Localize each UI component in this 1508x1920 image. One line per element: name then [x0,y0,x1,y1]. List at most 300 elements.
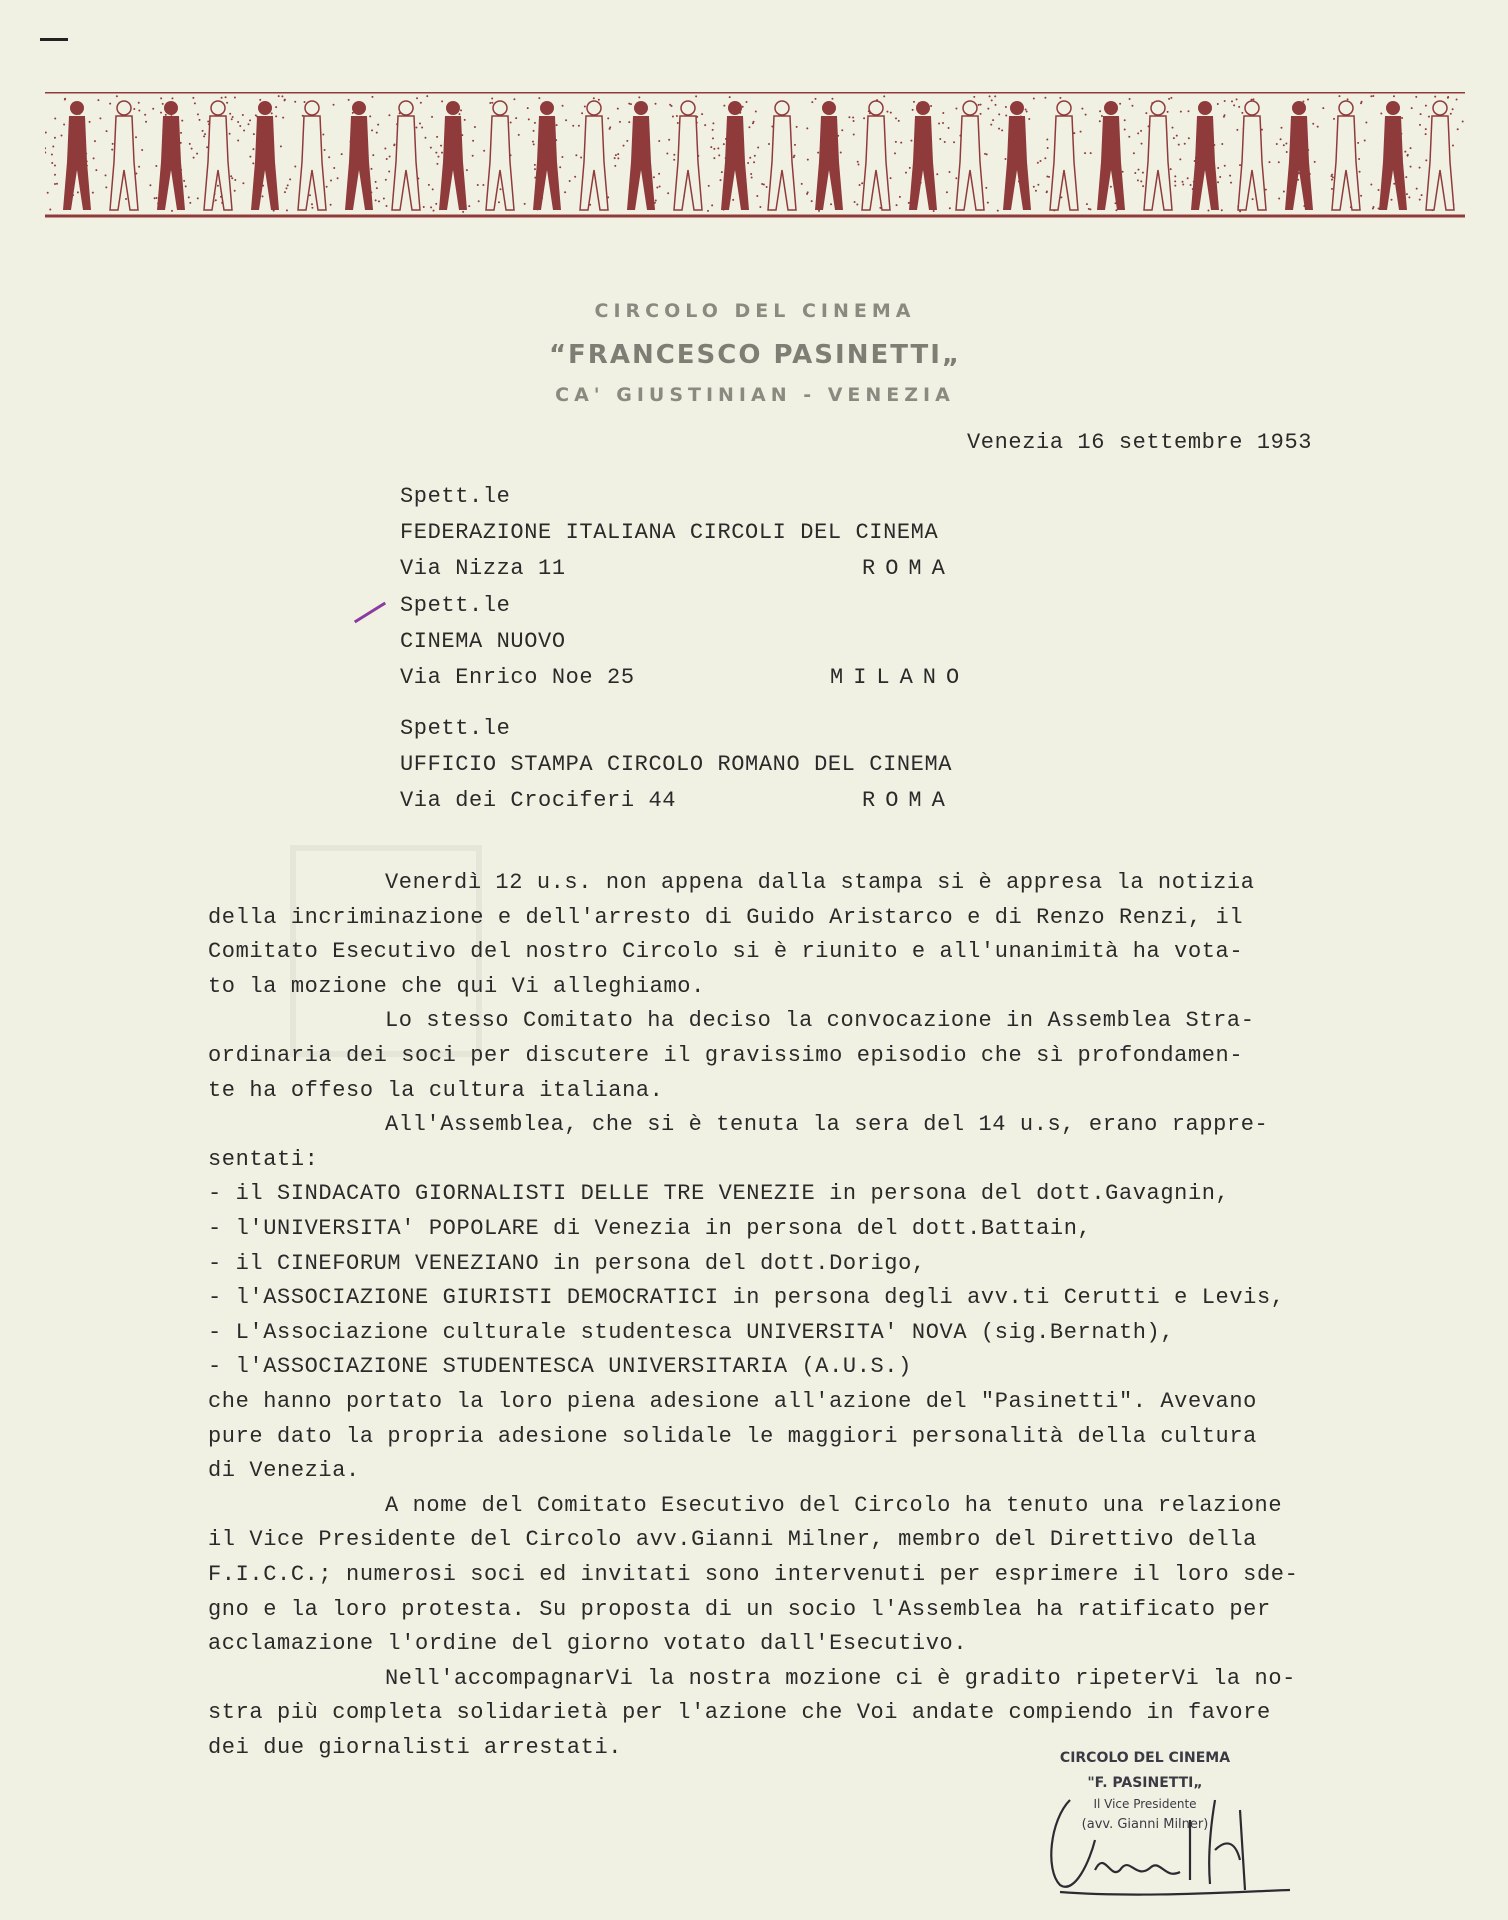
frieze-dot [389,156,391,158]
frieze-dot [165,114,167,116]
frieze-dot [1407,154,1409,156]
frieze-dot [1236,98,1238,100]
frieze-dot [711,204,713,206]
frieze-dot [655,103,657,105]
frieze-dot [1420,113,1422,115]
frieze-dot [333,104,335,106]
frieze-dot [534,168,536,170]
frieze-dot [513,98,515,100]
frieze-dot [1229,175,1231,177]
recipient-name: CINEMA NUOVO [400,629,566,654]
frieze-dot [759,206,761,208]
frieze-dot [748,126,750,128]
frieze-dot [156,197,158,199]
frieze-dot [910,140,912,142]
frieze-dot [154,197,156,199]
wrestler-figure [580,101,608,210]
body-line: Comitato Esecutivo del nostro Circolo si è riunito e all'unanimità ha vota- [208,939,1244,965]
frieze-dot [704,124,706,126]
frieze-dot [1128,136,1130,138]
frieze-dot [1457,128,1459,130]
frieze-dot [518,134,520,136]
frieze-dot [1224,165,1226,167]
frieze-dot [712,129,714,131]
frieze-dot [63,123,65,125]
frieze-dot [626,140,628,142]
frieze-dot [811,200,813,202]
frieze-dot [217,185,219,187]
body-line: Lo stesso Comitato ha deciso la convocazione in Assemblea Stra- [385,1008,1255,1034]
stamp-line3: Il Vice Presidente [1093,1797,1197,1811]
frieze-dot [171,97,173,99]
frieze-dot [659,186,661,188]
frieze-dot [1219,176,1221,178]
frieze-dot [252,148,254,150]
frieze-dot [609,126,611,128]
frieze-dot [155,165,157,167]
frieze-dot [989,95,991,97]
frieze-dot [751,177,753,179]
frieze-dot [230,175,232,177]
frieze-dot [77,191,79,193]
frieze-dot [125,198,127,200]
frieze-dot [1364,140,1366,142]
wrestler-figure [251,101,279,210]
frieze-dot [533,143,535,145]
frieze-dot [51,153,53,155]
frieze-dot [249,156,251,158]
wrestler-figure [1238,101,1266,210]
frieze-dot [286,209,288,211]
frieze-dot [1221,209,1223,211]
frieze-dot [667,192,669,194]
frieze-dot [435,203,437,205]
frieze-dot [1317,126,1319,128]
frieze-dot [386,158,388,160]
frieze-dot [1312,123,1314,125]
frieze-dot [189,143,191,145]
frieze-dot [275,106,277,108]
frieze-dot [491,98,493,100]
frieze-dot [197,113,199,115]
frieze-dot [1088,208,1090,210]
frieze-dot [628,103,630,105]
wrestler-figure [1426,101,1454,210]
wrestler-figure [157,101,185,210]
frieze-dot [194,102,196,104]
frieze-dot [1365,122,1367,124]
frieze-dot [753,121,755,123]
frieze-dot [56,183,58,185]
frieze-dot [384,148,386,150]
wrestler-figure [909,101,937,210]
frieze-dot [197,197,199,199]
wrestler-figure [63,101,91,210]
wrestler-figure [956,101,984,210]
frieze-dot [853,133,855,135]
frieze-dot [1026,110,1028,112]
frieze-dot [801,183,803,185]
frieze-dot [1419,124,1421,126]
frieze-dot [1391,199,1393,201]
frieze-dot [1005,115,1007,117]
frieze-dot [280,145,282,147]
frieze-dot [1037,162,1039,164]
signature [1040,1780,1300,1900]
frieze-dot [593,97,595,99]
frieze-dot [572,125,574,127]
body-line: che hanno portato la loro piena adesione all'azione del "Pasinetti". Avevano [208,1389,1257,1414]
recipient-city: ROMA [862,788,955,813]
frieze-dot [1411,107,1413,109]
frieze-dot [1425,159,1427,161]
frieze-dot [1190,184,1192,186]
frieze-dot [1447,96,1449,98]
frieze-dot [747,162,749,164]
frieze-dot [294,166,296,168]
frieze-dot [912,109,914,111]
frieze-dot [987,202,989,204]
frieze-dot [275,115,277,117]
frieze-dot [378,200,380,202]
frieze-dot [677,122,679,124]
frieze-dot [221,97,223,99]
frieze-dot [658,173,660,175]
frieze-dot [1119,103,1121,105]
frieze-dot [489,102,491,104]
frieze-dot [326,186,328,188]
frieze-dot [673,159,675,161]
frieze-dot [861,182,863,184]
frieze-dot [416,97,418,99]
frieze-dot [930,105,932,107]
frieze-dot [284,191,286,193]
frieze-dot [1280,127,1282,129]
body-line: Venerdì 12 u.s. non appena dalla stampa si è appresa la notizia [385,870,1255,895]
frieze-dot [94,140,96,142]
frieze-dot [766,186,768,188]
frieze-dot [231,177,233,179]
frieze-dot [1456,99,1458,101]
frieze-dot [991,99,993,101]
frieze-dot [430,206,432,208]
frieze-dot [998,128,1000,130]
frieze-dot [857,163,859,165]
body-line: - l'UNIVERSITA' POPOLARE di Venezia in persona del dott.Battain, [208,1216,1092,1241]
frieze-dot [1285,143,1287,145]
frieze-dot [1331,188,1333,190]
frieze-dot [534,164,536,166]
body-line: - L'Associazione culturale studentesca UNIVERSITA' NOVA (sig.Bernath), [208,1319,1175,1345]
frieze-dot [948,127,950,129]
wrestler-figure [768,101,796,210]
frieze-dot [899,196,901,198]
frieze-dot [478,200,480,202]
frieze-dot [1278,161,1280,163]
frieze-dot [141,149,143,151]
frieze-dot [433,210,435,212]
frieze-dot [1393,183,1395,185]
frieze-dot [441,152,443,154]
frieze-dot [421,126,423,128]
body-line: - l'ASSOCIAZIONE GIURISTI DEMOCRATICI in persona degli avv.ti Cerutti e Levis, [208,1285,1285,1311]
frieze-dot [1137,169,1139,171]
frieze-dot [656,187,658,189]
frieze-dot [561,156,563,158]
frieze-dot [215,199,217,201]
frieze-dot [848,116,850,118]
frieze-dot [89,121,91,123]
frieze-dot [49,208,51,210]
wrestler-figure [815,101,843,210]
body-line: - l'ASSOCIAZIONE STUDENTESCA UNIVERSITARIA (A.U.S.) [208,1354,912,1380]
frieze-dot [617,157,619,159]
frieze-dot [859,184,861,186]
frieze-dot [311,207,313,209]
frieze-dot [980,104,982,106]
frieze-dot [666,153,668,155]
frieze-dot [369,115,371,117]
stamp-line2: "F. PASINETTI„ [1087,1775,1203,1791]
frieze-dot [998,113,1000,115]
frieze-dot [204,133,206,135]
frieze-dot [830,203,832,205]
frieze-dot [1048,176,1050,178]
frieze-dot [436,163,438,165]
frieze-dot [1180,111,1182,113]
frieze-dot [755,111,757,113]
frieze-dot [239,125,241,127]
body-line: acclamazione l'ordine del giorno votato dall'Esecutivo. [208,1631,968,1657]
frieze-dot [1372,208,1374,210]
frieze-dot [207,121,209,123]
frieze-dot [52,145,54,147]
frieze-dot [1331,179,1333,181]
frieze-dot [337,177,339,179]
body-line: All'Assemblea, che si è tenuta la sera del 14 u.s, erano rappre- [385,1112,1269,1138]
frieze-dot [1357,142,1359,144]
frieze-dot [1452,108,1454,110]
frieze-dot [330,179,332,181]
body-line: to la mozione che qui Vi alleghiamo. [208,973,705,999]
frieze-dot [109,103,111,105]
frieze-dot [45,132,47,134]
frieze-dot [294,101,296,103]
frieze-dot [756,195,758,197]
frieze-dot [106,130,108,132]
frieze-dot [1434,96,1436,98]
frieze-dot [1286,151,1288,153]
letter-date: Venezia 16 settembre 1953 [967,430,1313,455]
frieze-dot [1265,189,1267,191]
frieze-dot [1141,143,1143,145]
wrestler-figure [486,101,514,210]
frieze-dot [1086,203,1088,205]
frieze-dot [138,109,140,111]
frieze-dot [474,126,476,128]
frieze-dot [936,173,938,175]
wrestlers-frieze [45,92,1465,218]
frieze-dot [995,104,997,106]
frieze-dot [584,105,586,107]
frieze-dot [617,108,619,110]
frieze-dot [253,133,255,135]
frieze-dot [1425,133,1427,135]
frieze-dot [1408,196,1410,198]
frieze-dot [1174,175,1176,177]
frieze-dot [994,95,996,97]
frieze-dot [1046,175,1048,177]
frieze-dot [234,96,236,98]
frieze-dot [1124,128,1126,130]
frieze-dot [1419,167,1421,169]
frieze-dot [886,111,888,113]
frieze-dot [580,157,582,159]
frieze-dot [1140,130,1142,132]
frieze-dot [619,121,621,123]
frieze-dot [890,177,892,179]
frieze-dot [284,99,286,101]
frieze-dot [252,162,254,164]
recipient-city: MILANO [830,665,970,690]
frieze-dot [376,187,378,189]
frieze-dot [841,129,843,131]
frieze-dot [754,155,756,157]
frieze-dot [1378,189,1380,191]
frieze-dot [309,194,311,196]
frieze-dot [1035,190,1037,192]
frieze-dot [1047,147,1049,149]
frieze-dot [1044,97,1046,99]
frieze-dot [1233,104,1235,106]
frieze-dot [806,127,808,129]
frieze-dot [54,164,56,166]
frieze-dot [1230,182,1232,184]
frieze-dot [1039,160,1041,162]
frieze-dot [811,101,813,103]
frieze-dot [370,168,372,170]
frieze-dot [372,154,374,156]
recipient-address: Via Enrico Noe 25 [400,665,635,690]
frieze-dot [1360,195,1362,197]
frieze-dot [712,137,714,139]
frieze-dot [1347,98,1349,100]
body-line: dei due giornalisti arrestati. [208,1735,623,1760]
frieze-dot [757,147,759,149]
frieze-dot [749,157,751,159]
frieze-dot [281,95,283,97]
frieze-dot [1217,181,1219,183]
body-line: - il CINEFORUM VENEZIANO in persona del dott.Dorigo, [208,1250,926,1276]
frieze-dot [1099,110,1101,112]
frieze-dot [948,171,950,173]
frieze-dot [615,154,617,156]
frieze-dot [721,171,723,173]
frieze-dot [232,116,234,118]
frieze-dot [248,123,250,125]
frieze-dot [883,95,885,97]
frieze-dot [1221,143,1223,145]
frieze-dot [243,129,245,131]
frieze-dot [304,101,306,103]
frieze-dot [1217,103,1219,105]
frieze-dot [376,132,378,134]
frieze-dot [116,95,118,97]
frieze-dot [1314,161,1316,163]
stamp-line1: CIRCOLO DEL CINEMA [1059,1750,1231,1766]
frieze-dot [676,115,678,117]
frieze-dot [1238,106,1240,108]
frieze-dot [149,184,151,186]
frieze-dot [1236,129,1238,131]
frieze-dot [840,152,842,154]
frieze-dot [289,178,291,180]
frieze-dot [1404,151,1406,153]
frieze-dot [949,207,951,209]
frieze-dot [1168,98,1170,100]
frieze-dot [180,132,182,134]
frieze-dot [477,184,479,186]
frieze-dot [1283,144,1285,146]
frieze-dot [955,107,957,109]
frieze-dot [193,157,195,159]
recipient-address: Via dei Crociferi 44 [400,788,677,813]
frieze-dot [1073,132,1075,134]
frieze-dot [328,156,330,158]
frieze-dot [229,113,231,115]
frieze-dot [1322,107,1324,109]
letterhead-line1: CIRCOLO DEL CINEMA [594,300,916,322]
frieze-dot [388,171,390,173]
frieze-dot [750,173,752,175]
frieze-dot [1099,120,1101,122]
frieze-dot [45,147,46,149]
frieze-dot [628,121,630,123]
frieze-dot [171,210,173,212]
frieze-dot [569,180,571,182]
frieze-dot [617,153,619,155]
frieze-dot [1372,95,1374,97]
frieze-dot [973,96,975,98]
frieze-dot [695,95,697,97]
frieze-dot [946,191,948,193]
frieze-dot [729,96,731,98]
frieze-dot [638,96,640,98]
frieze-dot [192,97,194,99]
recipient-name: UFFICIO STAMPA CIRCOLO ROMANO DEL CINEMA [400,752,953,777]
frieze-dot [278,95,280,97]
frieze-dot [183,180,185,182]
frieze-dot [753,161,755,163]
body-line: gno e la loro protesta. Su proposta di un socio l'Assemblea ha ratificato per [208,1596,1271,1622]
frieze-dot [1174,180,1176,182]
frieze-dot [1425,105,1427,107]
frieze-dot [908,202,910,204]
frieze-dot [500,188,502,190]
frieze-dot [1276,143,1278,145]
frieze-dot [45,152,46,154]
frieze-dot [1033,186,1035,188]
frieze-dot [1280,138,1282,140]
frieze-dot [1133,152,1135,154]
frieze-dot [1137,132,1139,134]
frieze-dot [1124,119,1126,121]
frieze-dot [1142,185,1144,187]
frieze-dot [515,117,517,119]
frieze-dot [234,190,236,192]
frieze-dot [895,141,897,143]
frieze-dot [1370,184,1372,186]
